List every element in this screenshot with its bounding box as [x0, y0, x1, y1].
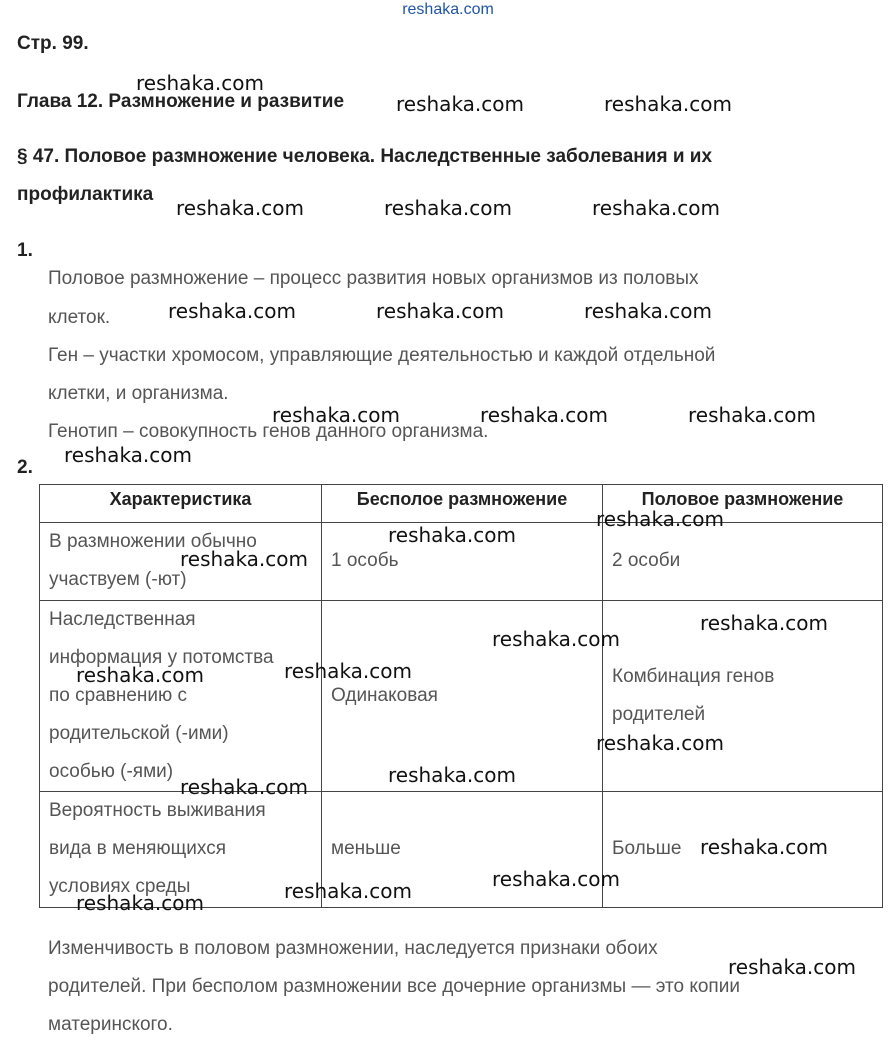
watermark: reshaka.com	[76, 663, 204, 687]
watermark: reshaka.com	[700, 611, 828, 635]
watermark: reshaka.com	[388, 763, 516, 787]
watermark: reshaka.com	[728, 955, 856, 979]
cell-line: 1 особь	[331, 550, 399, 571]
watermark: reshaka.com	[180, 775, 308, 799]
watermark: reshaka.com	[700, 835, 828, 859]
conclusion-line: материнского.	[48, 1014, 173, 1035]
task-1-line: клеток.	[48, 307, 111, 328]
watermark: reshaka.com	[284, 659, 412, 683]
cell-line: участвуем (-ют)	[49, 569, 187, 590]
watermark: reshaka.com	[604, 92, 732, 116]
section-title-line-2: профилактика	[17, 184, 154, 205]
task-1-line: Ген – участки хромосом, управляющие деятельностью и каждой отдельной	[48, 345, 716, 366]
page-number: Стр. 99.	[17, 33, 89, 54]
watermark: reshaka.com	[136, 71, 264, 95]
cell-line: Комбинация генов	[612, 666, 775, 687]
task-1-line: Генотип – совокупность генов данного организма.	[48, 421, 489, 442]
cell-line: меньше	[331, 838, 401, 859]
watermark: reshaka.com	[180, 547, 308, 571]
cell-line: вида в меняющихся	[49, 838, 226, 859]
section-title-line-1: § 47. Половое размножение человека. Наследственные заболевания и их	[17, 146, 713, 167]
cell-line: Вероятность выживания	[49, 800, 266, 821]
watermark: reshaka.com	[396, 92, 524, 116]
conclusion-line: родителей. При бесполом размножении все дочерние организмы — это копии	[48, 976, 740, 997]
cell-line: условиях среды	[49, 876, 191, 897]
watermark: reshaka.com	[76, 891, 204, 915]
watermark: reshaka.com	[176, 196, 304, 220]
watermark: reshaka.com	[688, 403, 816, 427]
cell-line: информация у потомства	[49, 647, 274, 668]
cell-line: Наследственная	[49, 609, 196, 630]
cell-characteristic	[40, 601, 322, 792]
cell-line: особью (-ями)	[49, 761, 174, 782]
cell-line: Одинаковая	[331, 685, 438, 706]
watermark: reshaka.com	[492, 627, 620, 651]
cell-line: родительской (-ими)	[49, 723, 229, 744]
watermark: reshaka.com	[492, 867, 620, 891]
table-header-row	[40, 485, 883, 523]
watermark: reshaka.com	[596, 731, 724, 755]
watermark: reshaka.com	[284, 879, 412, 903]
watermark: reshaka.com	[596, 507, 724, 531]
task-1-number: 1.	[17, 240, 33, 261]
cell-line: 2 особи	[612, 550, 681, 571]
watermark: reshaka.com	[584, 299, 712, 323]
task-1-line: клетки, и организма.	[48, 383, 229, 404]
task-1-line: Половое размножение – процесс развития новых организмов из половых	[48, 268, 699, 289]
cell-sexual	[603, 523, 883, 601]
watermark: reshaka.com	[376, 299, 504, 323]
header-asexual: Бесполое размножение	[322, 485, 603, 523]
watermark: reshaka.com	[592, 196, 720, 220]
watermark: reshaka.com	[384, 196, 512, 220]
watermark: reshaka.com	[480, 403, 608, 427]
conclusion-line: Изменчивость в половом размножении, наследуется признаки обоих	[48, 938, 658, 959]
task-2-number: 2.	[17, 457, 33, 478]
cell-line: В размножении обычно	[49, 531, 257, 552]
header-characteristic: Характеристика	[40, 485, 322, 523]
chapter-title: Глава 12. Размножение и развитие	[17, 91, 345, 112]
cell-line: Больше	[612, 838, 682, 859]
site-link[interactable]: reshaka.com	[402, 1, 494, 18]
cell-line: родителей	[612, 704, 706, 725]
watermark: reshaka.com	[388, 523, 516, 547]
watermark: reshaka.com	[272, 403, 400, 427]
watermark: reshaka.com	[168, 299, 296, 323]
cell-line: по сравнению с	[49, 685, 188, 706]
header-sexual: Половое размножение	[603, 485, 883, 523]
watermark: reshaka.com	[64, 443, 192, 467]
